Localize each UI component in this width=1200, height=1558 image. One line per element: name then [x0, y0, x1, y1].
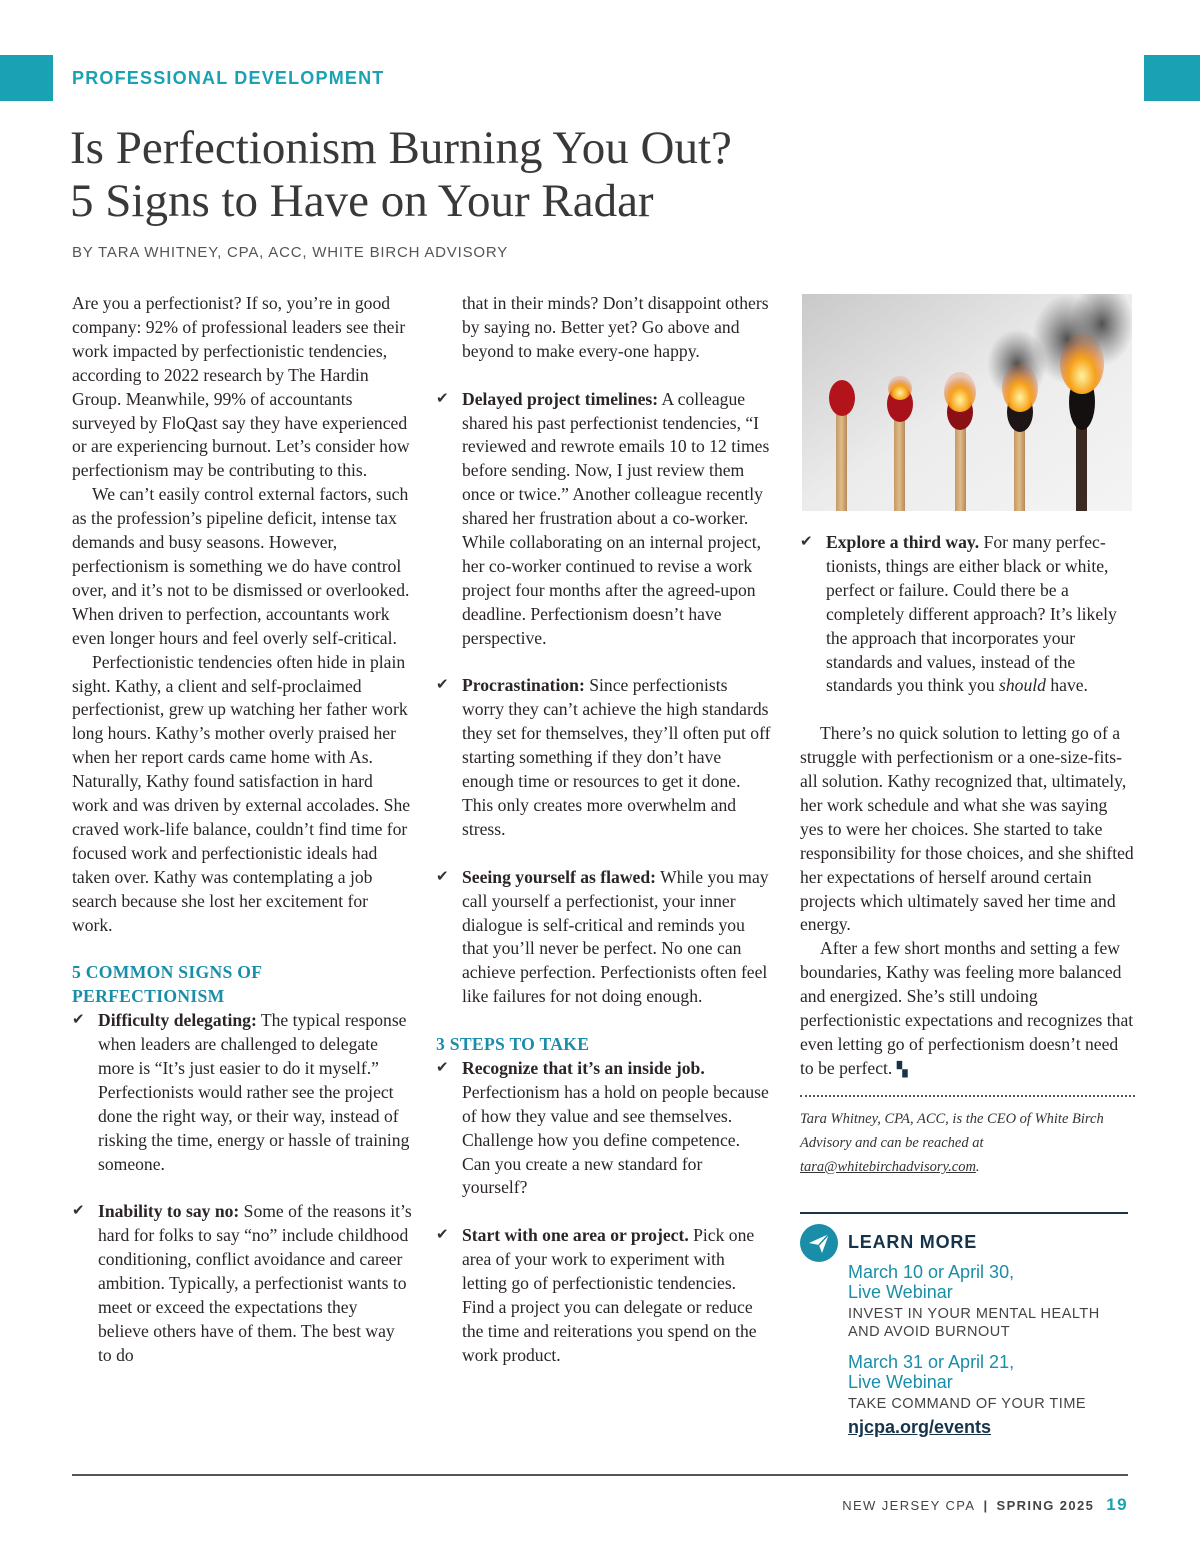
bullet-title: Delayed project timelines:: [462, 388, 659, 409]
learn-more-title: LEARN MORE: [848, 1232, 977, 1252]
bullet-text: Since perfectionists worry they can’t achieve the high standards they set for themselves, they’ll often put off starting something if they don’t have enough time or resources to get it done. This only creates more overwhelm and stress.: [462, 675, 771, 839]
byline: BY TARA WHITNEY, CPA, ACC, WHITE BIRCH ADVISORY: [72, 244, 509, 261]
subhead-line: 5 COMMON SIGNS OF: [72, 962, 263, 983]
checkmark-icon: ✔: [436, 868, 449, 885]
checkmark-icon: ✔: [436, 390, 449, 407]
event-date: [848, 1352, 1128, 1392]
end-mark-icon: ▚: [896, 1062, 908, 1078]
emphasis: should: [999, 675, 1046, 696]
event-date-line: Live Webinar: [848, 1372, 953, 1392]
events-link[interactable]: njcpa.org/events: [848, 1417, 992, 1437]
section-tab-right: [1144, 55, 1200, 101]
publication-name: NEW JERSEY CPA: [842, 1498, 976, 1513]
author-email-link[interactable]: tara@whitebirchadvisory.com: [800, 1158, 976, 1175]
checkmark-icon: ✔: [436, 1059, 449, 1076]
bullet-title: Procrastination:: [462, 675, 585, 696]
bullet-item: [436, 1224, 771, 1367]
paragraph: There’s no quick solution to letting go of a struggle with perfectionism or a one-size-fits-all solution. Kathy recognized that, ultimately, her work schedule and what she was saying yes to were her choices. She started to take responsibility for those choices, and she shifted her expectations of herself around certain projects which ultimately saved her time and energy.: [800, 723, 1134, 935]
author-bio: [800, 1107, 1135, 1179]
bullet-text: For many perfec-tionists, things are either black or white, perfect or failure. Could there be a completely different approach? It’s likely the approach that incorporates your standards and values, instead of the standards you think you: [826, 532, 1117, 696]
bullet-item: [436, 674, 771, 841]
paragraph: We can’t easily control external factors, such as the profession’s pipeline deficit, intense tax demands and busy seasons. However, perfectionism is something we do have control over, and it’s not to be dismissed or overlooked. When driven to perfection, accountants work even longer hours and feel overly self-critical.: [72, 484, 410, 648]
checkmark-icon: ✔: [72, 1012, 85, 1029]
section-label: PROFESSIONAL DEVELOPMENT: [72, 68, 385, 88]
bullet-title: Start with one area or project.: [462, 1225, 689, 1246]
bullet-text: Pick one area of your work to experiment with letting go of perfectionistic tendencies. Find a project you can delegate or reduce the time and reiterations you spend on the work product.: [462, 1225, 757, 1365]
subhead-signs: [72, 961, 412, 1009]
bullet-text: that in their minds? Don’t disappoint others by saying no. Better yet? Go above and beyond to make every-one happy.: [462, 293, 769, 361]
bullet-text: While you may call yourself a perfectionist, your inner dialogue is self-critical and reminds you that you’ll never be perfect. No one can achieve perfection. Perfectionists often feel like failures for not doing enough.: [462, 866, 769, 1007]
bullet-text: have.: [1045, 675, 1088, 696]
bullet-text: Some of the reasons it’s hard for folks to say “no” include childhood conditioning, conflict avoidance and career ambition. Typically, a perfectionist wants to meet or exceed the expectations they believe others have of them. The best way to do: [98, 1201, 412, 1365]
event-description: TAKE COMMAND OF YOUR TIME: [848, 1396, 1087, 1412]
bullet-item: [436, 866, 771, 1009]
issue-label: SPRING 2025: [996, 1498, 1095, 1513]
paragraph: Perfectionistic tendencies often hide in plain sight. Kathy, a client and self-proclaimed perfectionist, grew up watching her father work long hours. Kathy’s mother overly praised her when her report cards came home with As. Naturally, Kathy found satisfaction in hard work and was driven by external accolades. She craved work-life balance, couldn’t find time for focused work and perfectionistic ideals had taken over. Kathy was contemplating a job search because she lost her excitement for work.: [72, 651, 411, 935]
bullet-title: Difficulty delegating:: [98, 1010, 257, 1031]
article-title: [70, 122, 830, 228]
bullet-continuation: [436, 292, 771, 364]
paragraph: [800, 937, 1135, 1082]
bullet-text: A colleague shared his past perfectionist tendencies, “I reviewed and rewrote emails 10 to 12 times before sending. Now, I just review them once or twice.” Another colleague recently shared her frustration about a co-worker. While collaborating on an internal project, her co-worker continued to revise a work project four months after the agreed-upon deadline. Perfectionism doesn’t have perspective.: [462, 388, 770, 648]
checkmark-icon: ✔: [436, 1227, 449, 1244]
bullet-item: [800, 531, 1135, 698]
bullet-title: Inability to say no:: [98, 1201, 240, 1222]
bullet-item: [436, 388, 771, 651]
bio-text: Tara Whitney, CPA, ACC, is the CEO of White Birch Advisory and can be reached at: [800, 1110, 1104, 1151]
event-webinar-2[interactable]: [848, 1352, 1128, 1438]
bio-text: .: [975, 1158, 980, 1175]
bullet-text: Perfectionism has a hold on people because of how they value and see themselves. Challenge how you define competence. Can you create a new standard for yourself?: [462, 1081, 769, 1198]
bullet-item: [436, 1057, 771, 1200]
checkmark-icon: ✔: [72, 1203, 85, 1220]
bullet-text: The typical response when leaders are challenged to delegate more is “It’s just easier to do it myself.” Perfectionists would rather see the project done the right way, or their way, instead of risking the time, energy or hassle of training someone.: [98, 1010, 410, 1174]
bullet-item: [72, 1009, 412, 1176]
page-footer: [842, 1495, 1128, 1515]
footer-separator: |: [983, 1498, 989, 1513]
event-date: [848, 1262, 1128, 1302]
bullet-title: Explore a third way.: [826, 532, 980, 552]
event-date-line: March 31 or April 21,: [848, 1352, 1015, 1372]
event-description: INVEST IN YOUR MENTAL HEALTH AND AVOID BURNOUT: [848, 1306, 1100, 1340]
checkmark-icon: ✔: [436, 677, 449, 694]
subhead-steps: 3 STEPS TO TAKE: [436, 1034, 590, 1055]
learn-more-rule: [800, 1212, 1128, 1214]
subhead-line: PERFECTIONISM: [72, 986, 225, 1007]
bullet-title: Recognize that it’s an inside job.: [462, 1057, 705, 1078]
section-tab-left: [0, 55, 53, 101]
paper-plane-icon: [800, 1224, 838, 1262]
title-line-1: Is Perfectionism Burning You Out?: [70, 122, 732, 174]
event-date-line: Live Webinar: [848, 1282, 953, 1302]
bullet-title: Seeing yourself as flawed:: [462, 866, 657, 887]
title-line-2: 5 Signs to Have on Your Radar: [70, 175, 654, 227]
column-2: [436, 292, 771, 1368]
burning-matches-image: [802, 294, 1132, 511]
column-1: [72, 292, 412, 1368]
footer-rule: [72, 1474, 1128, 1476]
page-number: 19: [1106, 1495, 1128, 1514]
dotted-divider: [800, 1095, 1135, 1097]
paragraph-text: After a few short months and setting a few boundaries, Kathy was feeling more balanced and energized. She’s still undoing perfectionistic expectations and recognizes that even letting go of perfectionism doesn’t need to be perfect.: [800, 938, 1134, 1078]
checkmark-icon: ✔: [800, 534, 813, 550]
event-webinar-1[interactable]: [848, 1262, 1128, 1341]
paragraph: Are you a perfectionist? If so, you’re in good company: 92% of professional leaders see their work impacted by perfectionistic tendencies, according to 2022 research by The Hardin Group. Meanwhile, 99% of accountants surveyed by FloQast say they have experienced or are experiencing burnout. Let’s consider how perfectionism may be contributing to this.: [72, 293, 410, 481]
bullet-item: [72, 1200, 412, 1367]
column-3: [800, 531, 1135, 1179]
event-date-line: March 10 or April 30,: [848, 1262, 1015, 1282]
